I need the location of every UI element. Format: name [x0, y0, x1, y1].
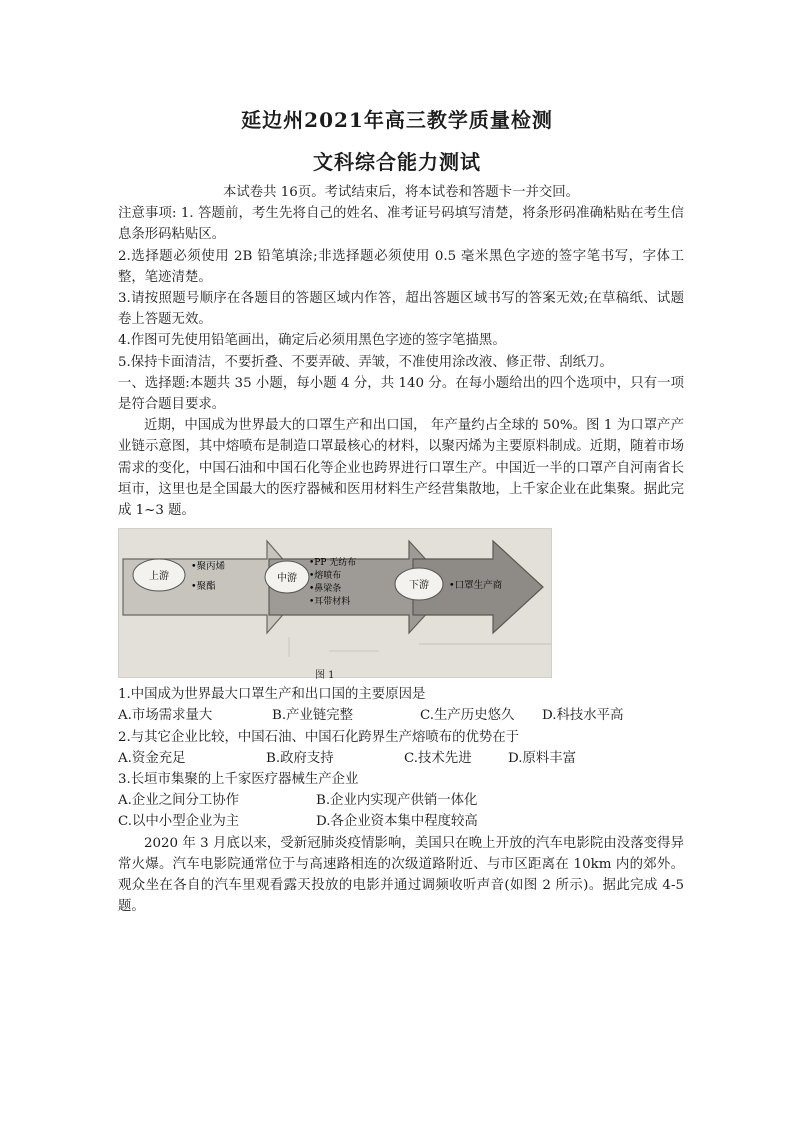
- midstream-item: •鼻梁条: [309, 584, 342, 595]
- downstream-item: •口罩生产商: [449, 580, 503, 592]
- note-5: 5.保持卡面清洁，不要折叠、不要弄破、弄皱，不准使用涂改液、修正带、刮纸刀。: [118, 354, 613, 370]
- midstream-item: •耳带材料: [309, 597, 351, 608]
- intro-line: 本试卷共 16页。考试结束后，将本试卷和答题卡一并交回。: [222, 185, 580, 200]
- upstream-item: •聚酯: [191, 581, 216, 593]
- question-2-options: [118, 748, 684, 769]
- question-2-stem: 2.与其它企业比较，中国石油、中国石化跨界生产熔喷布的优势在于: [118, 729, 520, 745]
- option-a[interactable]: A.企业之间分工协作: [118, 793, 240, 809]
- option-d[interactable]: D.原料丰富: [508, 750, 577, 766]
- option-a[interactable]: A.市场需求量大: [118, 708, 213, 724]
- note-1: 注意事项: 1. 答题前，考生先将自己的姓名、准考证号码填写清楚，将条形码准确粘贴在考生信息条形码粘贴区。: [118, 206, 684, 243]
- option-c[interactable]: C.生产历史悠久: [420, 708, 515, 724]
- exam-subtitle: 文科综合能力测试: [313, 150, 481, 174]
- midstream-label: 中游: [277, 573, 297, 585]
- passage-2: 2020 年 3 月底以来，受新冠肺炎疫情影响，美国只在晚上开放的汽车电影院由没落变得异常火爆。汽车电影院通常位于与高速路相连的次级道路附近、与市区距离在 10km 内的郊外。观众坐在各自的汽车里观看露天投放的电影并通过调频收听声音(如图 2 所示)。据此完成 4-5 题。: [118, 835, 684, 915]
- option-b[interactable]: B.产业链完整: [272, 708, 354, 724]
- figure-caption: 图 1: [315, 670, 335, 682]
- option-d[interactable]: D.各企业资本集中程度较高: [316, 814, 478, 830]
- question-1-options: [118, 705, 684, 726]
- note-2: 2.选择题必须使用 2B 铅笔填涂;非选择题必须使用 0.5 毫米黑色字迹的签字笔书写，字体工整，笔迹清楚。: [118, 248, 684, 285]
- note-4: 4.作图可先使用铅笔画出，确定后必须用黑色字迹的签字笔描黑。: [118, 333, 506, 349]
- section-heading: 一、选择题:本题共 35 小题，每小题 4 分，共 140 分。在每小题给出的四个选项中，只有一项是符合题目要求。: [118, 375, 684, 413]
- midstream-item: •PP 无纺布: [309, 558, 357, 569]
- option-c[interactable]: C.以中小型企业为主: [118, 814, 240, 830]
- question-3-options-row-2: [118, 811, 684, 832]
- upstream-item: •聚丙烯: [191, 561, 226, 573]
- downstream-label: 下游: [409, 580, 429, 592]
- passage-1: 近期，中国成为世界最大的口罩生产和出口国， 年产量约占全球的 50%。图 1 为口罩产产业链示意图，其中熔喷布是制造口罩最核心的材料，以聚丙烯为主要原料制成。近期，随着市场需求的变化，中国石油和中国石化等企业也跨界进行口罩生产。中国近一半的口罩产自河南省长垣市，这里也是全国最大的医疗器械和医用材料生产经营集散地，上千家企业在此集聚。据此完成 1~3 题。: [118, 418, 684, 519]
- question-3-options-row-1: [118, 790, 684, 811]
- midstream-item: •熔喷布: [309, 571, 342, 582]
- option-d[interactable]: D.科技水平高: [542, 708, 624, 724]
- option-c[interactable]: C.技术先进: [404, 750, 472, 766]
- option-a[interactable]: A.资金充足: [118, 750, 186, 766]
- exam-body: [118, 182, 684, 917]
- option-b[interactable]: B.政府支持: [266, 750, 334, 766]
- exam-title: 延边州2021年高三教学质量检测: [241, 108, 553, 132]
- note-3: 3.请按照题号顺序在各题目的答题区域内作答，超出答题区域书写的答案无效;在草稿纸、试题卷上答题无效。: [118, 291, 684, 328]
- option-b[interactable]: B.企业内实现产供销一体化: [316, 793, 478, 809]
- question-3-stem: 3.长垣市集聚的上千家医疗器械生产企业: [118, 772, 359, 788]
- figure-1-supply-chain: [118, 528, 552, 682]
- upstream-label: 上游: [149, 571, 169, 583]
- question-1-stem: 1.中国成为世界最大口罩生产和出口国的主要原因是: [118, 687, 426, 703]
